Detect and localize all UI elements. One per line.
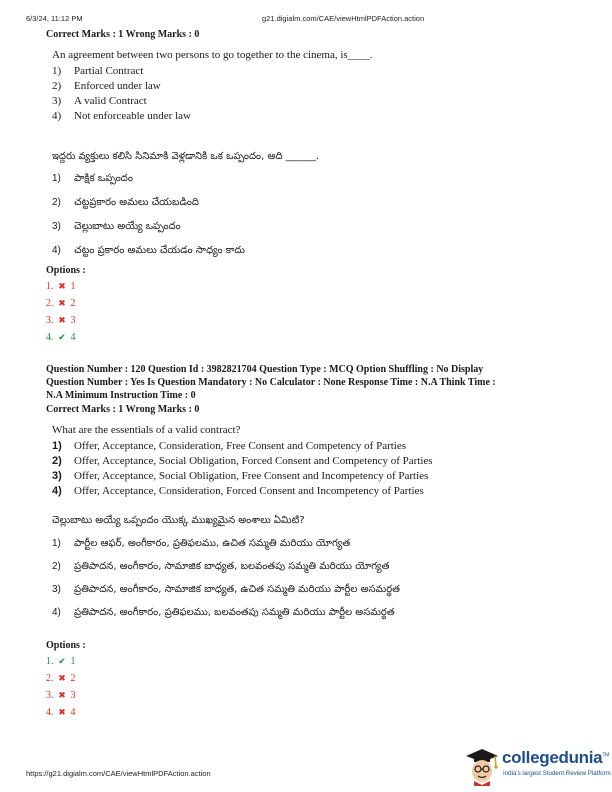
q2-option-te: 3) ప్రతిపాదన, అంగీకారం, సామాజిక బాధ్యత, ఉచిత సమ్మతి మరియు పార్టీల అసమర్థత: [52, 584, 400, 595]
q1-option-te: 4) చట్టం ప్రకారం అమలు చేయడం సాధ్యం కాదు: [52, 245, 245, 256]
logo-tagline: India's largest Student Review Platform: [503, 770, 611, 777]
q1-answer-item: 1. ✖ 1: [46, 278, 76, 295]
q1-option-te: 2) చట్టప్రకారం అమలు చేయబడింది: [52, 197, 199, 208]
q2-option-en: 4) Offer, Acceptance, Consideration, Forced Consent and Incompetency of Parties: [52, 485, 424, 497]
q2-option-en: 3) Offer, Acceptance, Social Obligation, Free Consent and Incompetency of Parties: [52, 470, 429, 482]
print-url: g21.digialm.com/CAE/viewHtmlPDFAction.action: [262, 14, 425, 23]
cross-icon: ✖: [58, 674, 66, 684]
q2-options-te: [52, 537, 400, 629]
q1-answer-list: [46, 278, 76, 346]
cross-icon: ✖: [58, 282, 66, 292]
q1-question-te: ఇద్దరు వ్యక్తులు కలిసి సినిమాకి వెళ్లడానికి ఒక ఒప్పందం, అది ______.: [52, 151, 319, 162]
cross-icon: ✖: [58, 691, 66, 701]
q2-option-en: 2) Offer, Acceptance, Social Obligation, Forced Consent and Competency of Parties: [52, 455, 433, 467]
q2-answer-item: 2. ✖ 2: [46, 670, 76, 687]
q2-answer-item: 4. ✖ 4: [46, 704, 76, 721]
q1-option-te: 3) చెల్లుబాటు అయ్యే ఒప్పందం: [52, 221, 181, 232]
q2-answer-item: 1. ✔ 1: [46, 653, 76, 670]
q2-meta-line: N.A Minimum Instruction Time : 0: [46, 390, 196, 401]
q2-option-te: 1) పార్టీల ఆఫర్, అంగీకారం, ప్రతిఫలము, ఉచిత సమ్మతి మరియు యోగ్యత: [52, 538, 351, 549]
graduate-mascot-icon: [462, 744, 502, 786]
logo-wordmark: collegedunia™: [502, 748, 609, 767]
q1-option-en: 2) Enforced under law: [52, 80, 161, 92]
q1-options-en: [52, 64, 191, 124]
q2-option-te: 4) ప్రతిపాదన, అంగీకారం, ప్రతిఫలము, బలవంతపు సమ్మతి మరియు పార్టీల అసమర్థత: [52, 607, 395, 618]
q1-answer-item: 2. ✖ 2: [46, 295, 76, 312]
cross-icon: ✖: [58, 708, 66, 718]
q2-option-te: 2) ప్రతిపాదన, అంగీకారం, సామాజిక బాధ్యత, బలవంతపు సమ్మతి మరియు యోగ్యత: [52, 561, 390, 572]
q2-options-heading: Options :: [46, 640, 86, 651]
q1-option-en: 4) Not enforceable under law: [52, 110, 191, 122]
q1-option-te: 1) పాక్షిక ఒప్పందం: [52, 173, 133, 184]
footer-url: https://g21.digialm.com/CAE/viewHtmlPDFAction.action: [26, 769, 211, 778]
q2-option-en: 1) Offer, Acceptance, Consideration, Free Consent and Competency of Parties: [52, 440, 407, 452]
q1-answer-item: 3. ✖ 3: [46, 312, 76, 329]
q2-answer-item: 3. ✖ 3: [46, 687, 76, 704]
q1-option-en: 1) Partial Contract: [52, 65, 144, 77]
collegedunia-logo: [462, 744, 610, 788]
q2-marks: Correct Marks : 1 Wrong Marks : 0: [46, 404, 200, 415]
cross-icon: ✖: [58, 316, 66, 326]
q1-options-heading: Options :: [46, 265, 86, 276]
q1-marks: Correct Marks : 1 Wrong Marks : 0: [46, 29, 200, 40]
q2-meta-line: Question Number : 120 Question Id : 3982821704 Question Type : MCQ Option Shuffling : No Display: [46, 364, 484, 375]
q2-meta: [46, 363, 566, 402]
q2-question-en: What are the essentials of a valid contract?: [52, 424, 241, 436]
cross-icon: ✖: [58, 299, 66, 309]
q1-option-en: 3) A valid Contract: [52, 95, 147, 107]
q2-options-en: [52, 439, 433, 499]
check-icon: ✔: [58, 333, 66, 343]
q2-question-te: చెల్లుబాటు అయ్యే ఒప్పందం యొక్క ముఖ్యమైన అంశాలు ఏమిటి?: [52, 515, 305, 526]
q1-options-te: [52, 172, 245, 268]
check-icon: ✔: [58, 657, 66, 667]
q2-answer-list: [46, 653, 76, 721]
q1-answer-item: 4. ✔ 4: [46, 329, 76, 346]
print-datetime: 6/3/24, 11:12 PM: [26, 14, 83, 23]
q2-meta-line: Question Number : Yes Is Question Mandatory : No Calculator : None Response Time : N.A Think Time :: [46, 377, 496, 388]
q1-question-en: An agreement between two persons to go together to the cinema, is____.: [52, 49, 373, 61]
